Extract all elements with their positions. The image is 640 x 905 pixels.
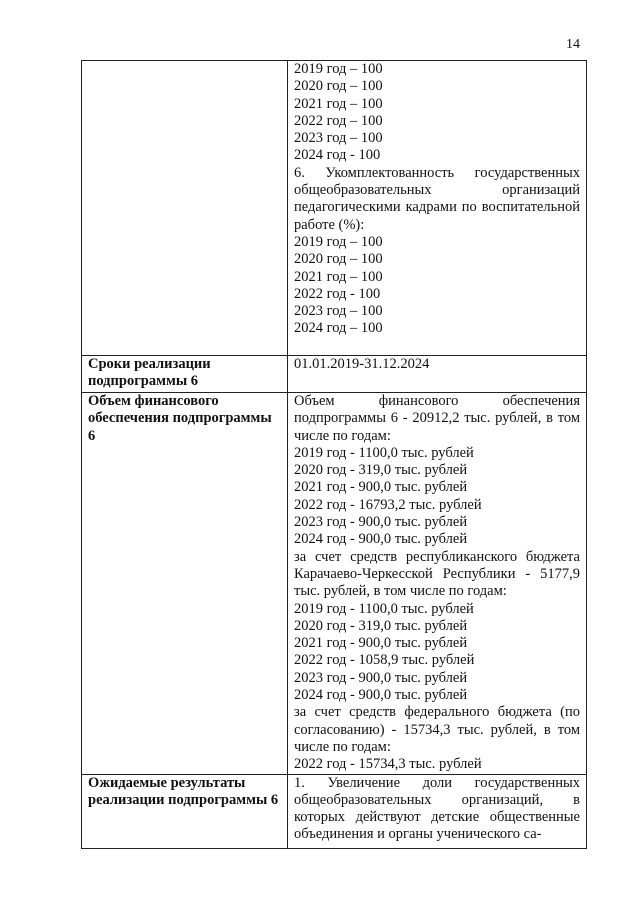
- value-line: 2020 год - 319,0 тыс. рублей: [294, 462, 468, 479]
- value-line: 2023 год - 900,0 тыс. рублей: [294, 514, 468, 531]
- value-line: 2022 год - 1058,9 тыс. рублей: [294, 652, 475, 669]
- table-row: [82, 356, 587, 393]
- value-line: 2024 год - 100: [294, 147, 381, 164]
- value-line: 2019 год - 1100,0 тыс. рублей: [294, 600, 474, 617]
- value-line: 2022 год - 15734,3 тыс. рублей: [294, 756, 482, 773]
- value-line: 2019 год - 1100,0 тыс. рублей: [294, 444, 474, 461]
- value-line: 2019 год – 100: [294, 233, 383, 250]
- row-label-cell: [82, 393, 288, 775]
- value-line: 2023 год – 100: [294, 130, 383, 147]
- row-value-cell: [288, 774, 587, 848]
- row-label: Ожидаемые результаты реализации подпрограммы 6: [88, 774, 279, 808]
- row-label-cell: [82, 356, 288, 393]
- table-row: [82, 774, 587, 848]
- table-row: [82, 393, 587, 775]
- row-label-cell: [82, 61, 288, 356]
- table-row: [82, 61, 587, 356]
- value-line: 2020 год – 100: [294, 251, 383, 268]
- value-line: 2022 год – 100: [294, 112, 383, 129]
- value-paragraph: за счет средств республиканского бюджета Карачаево-Черкесской Республики - 5177,9 тыс. рублей, в том числе по годам:: [294, 548, 580, 600]
- row-value-cell: [288, 393, 587, 775]
- value-line: 2024 год – 100: [294, 320, 383, 337]
- value-line: 2021 год – 100: [294, 95, 383, 112]
- value-line: 2021 год – 100: [294, 268, 383, 285]
- page-number: 14: [566, 37, 580, 52]
- value-line: 2023 год - 900,0 тыс. рублей: [294, 669, 468, 686]
- value-line: 2020 год – 100: [294, 78, 383, 95]
- passport-table: [81, 60, 587, 849]
- value-paragraph: за счет средств федерального бюджета (по согласованию) - 15734,3 тыс. рублей, в том числе по годам:: [294, 704, 580, 755]
- row-label: Объем финансового обеспечения подпрограммы 6: [88, 393, 272, 444]
- value-line: 2022 год - 16793,2 тыс. рублей: [294, 496, 482, 513]
- value-paragraph: 1. Увеличение доли государственных общеобразовательных организаций, в которых действуют детские общественные объединения и органы ученического са-: [294, 774, 580, 843]
- value-line: 2022 год - 100: [294, 285, 381, 302]
- row-value-cell: [288, 356, 587, 393]
- value-line: 2021 год - 900,0 тыс. рублей: [294, 479, 468, 496]
- value-paragraph: Объем финансового обеспечения подпрограммы 6 - 20912,2 тыс. рублей, в том числе по годам:: [294, 393, 580, 444]
- value-line: 2024 год - 900,0 тыс. рублей: [294, 687, 468, 704]
- value-line: 01.01.2019-31.12.2024: [294, 356, 430, 372]
- value-line: 2024 год - 900,0 тыс. рублей: [294, 531, 468, 548]
- value-line: 2019 год – 100: [294, 61, 383, 77]
- value-line: 2021 год - 900,0 тыс. рублей: [294, 635, 468, 652]
- row-label: Сроки реализации подпрограммы 6: [88, 356, 211, 390]
- row-value-cell: [288, 61, 587, 356]
- value-line: 2020 год - 319,0 тыс. рублей: [294, 617, 468, 634]
- value-line: 2023 год – 100: [294, 303, 383, 320]
- row-label-cell: [82, 774, 288, 848]
- value-paragraph: 6. Укомплектованность государственных общеобразовательных организаций педагогическими кадрами по воспитательной работе (%):: [294, 164, 580, 233]
